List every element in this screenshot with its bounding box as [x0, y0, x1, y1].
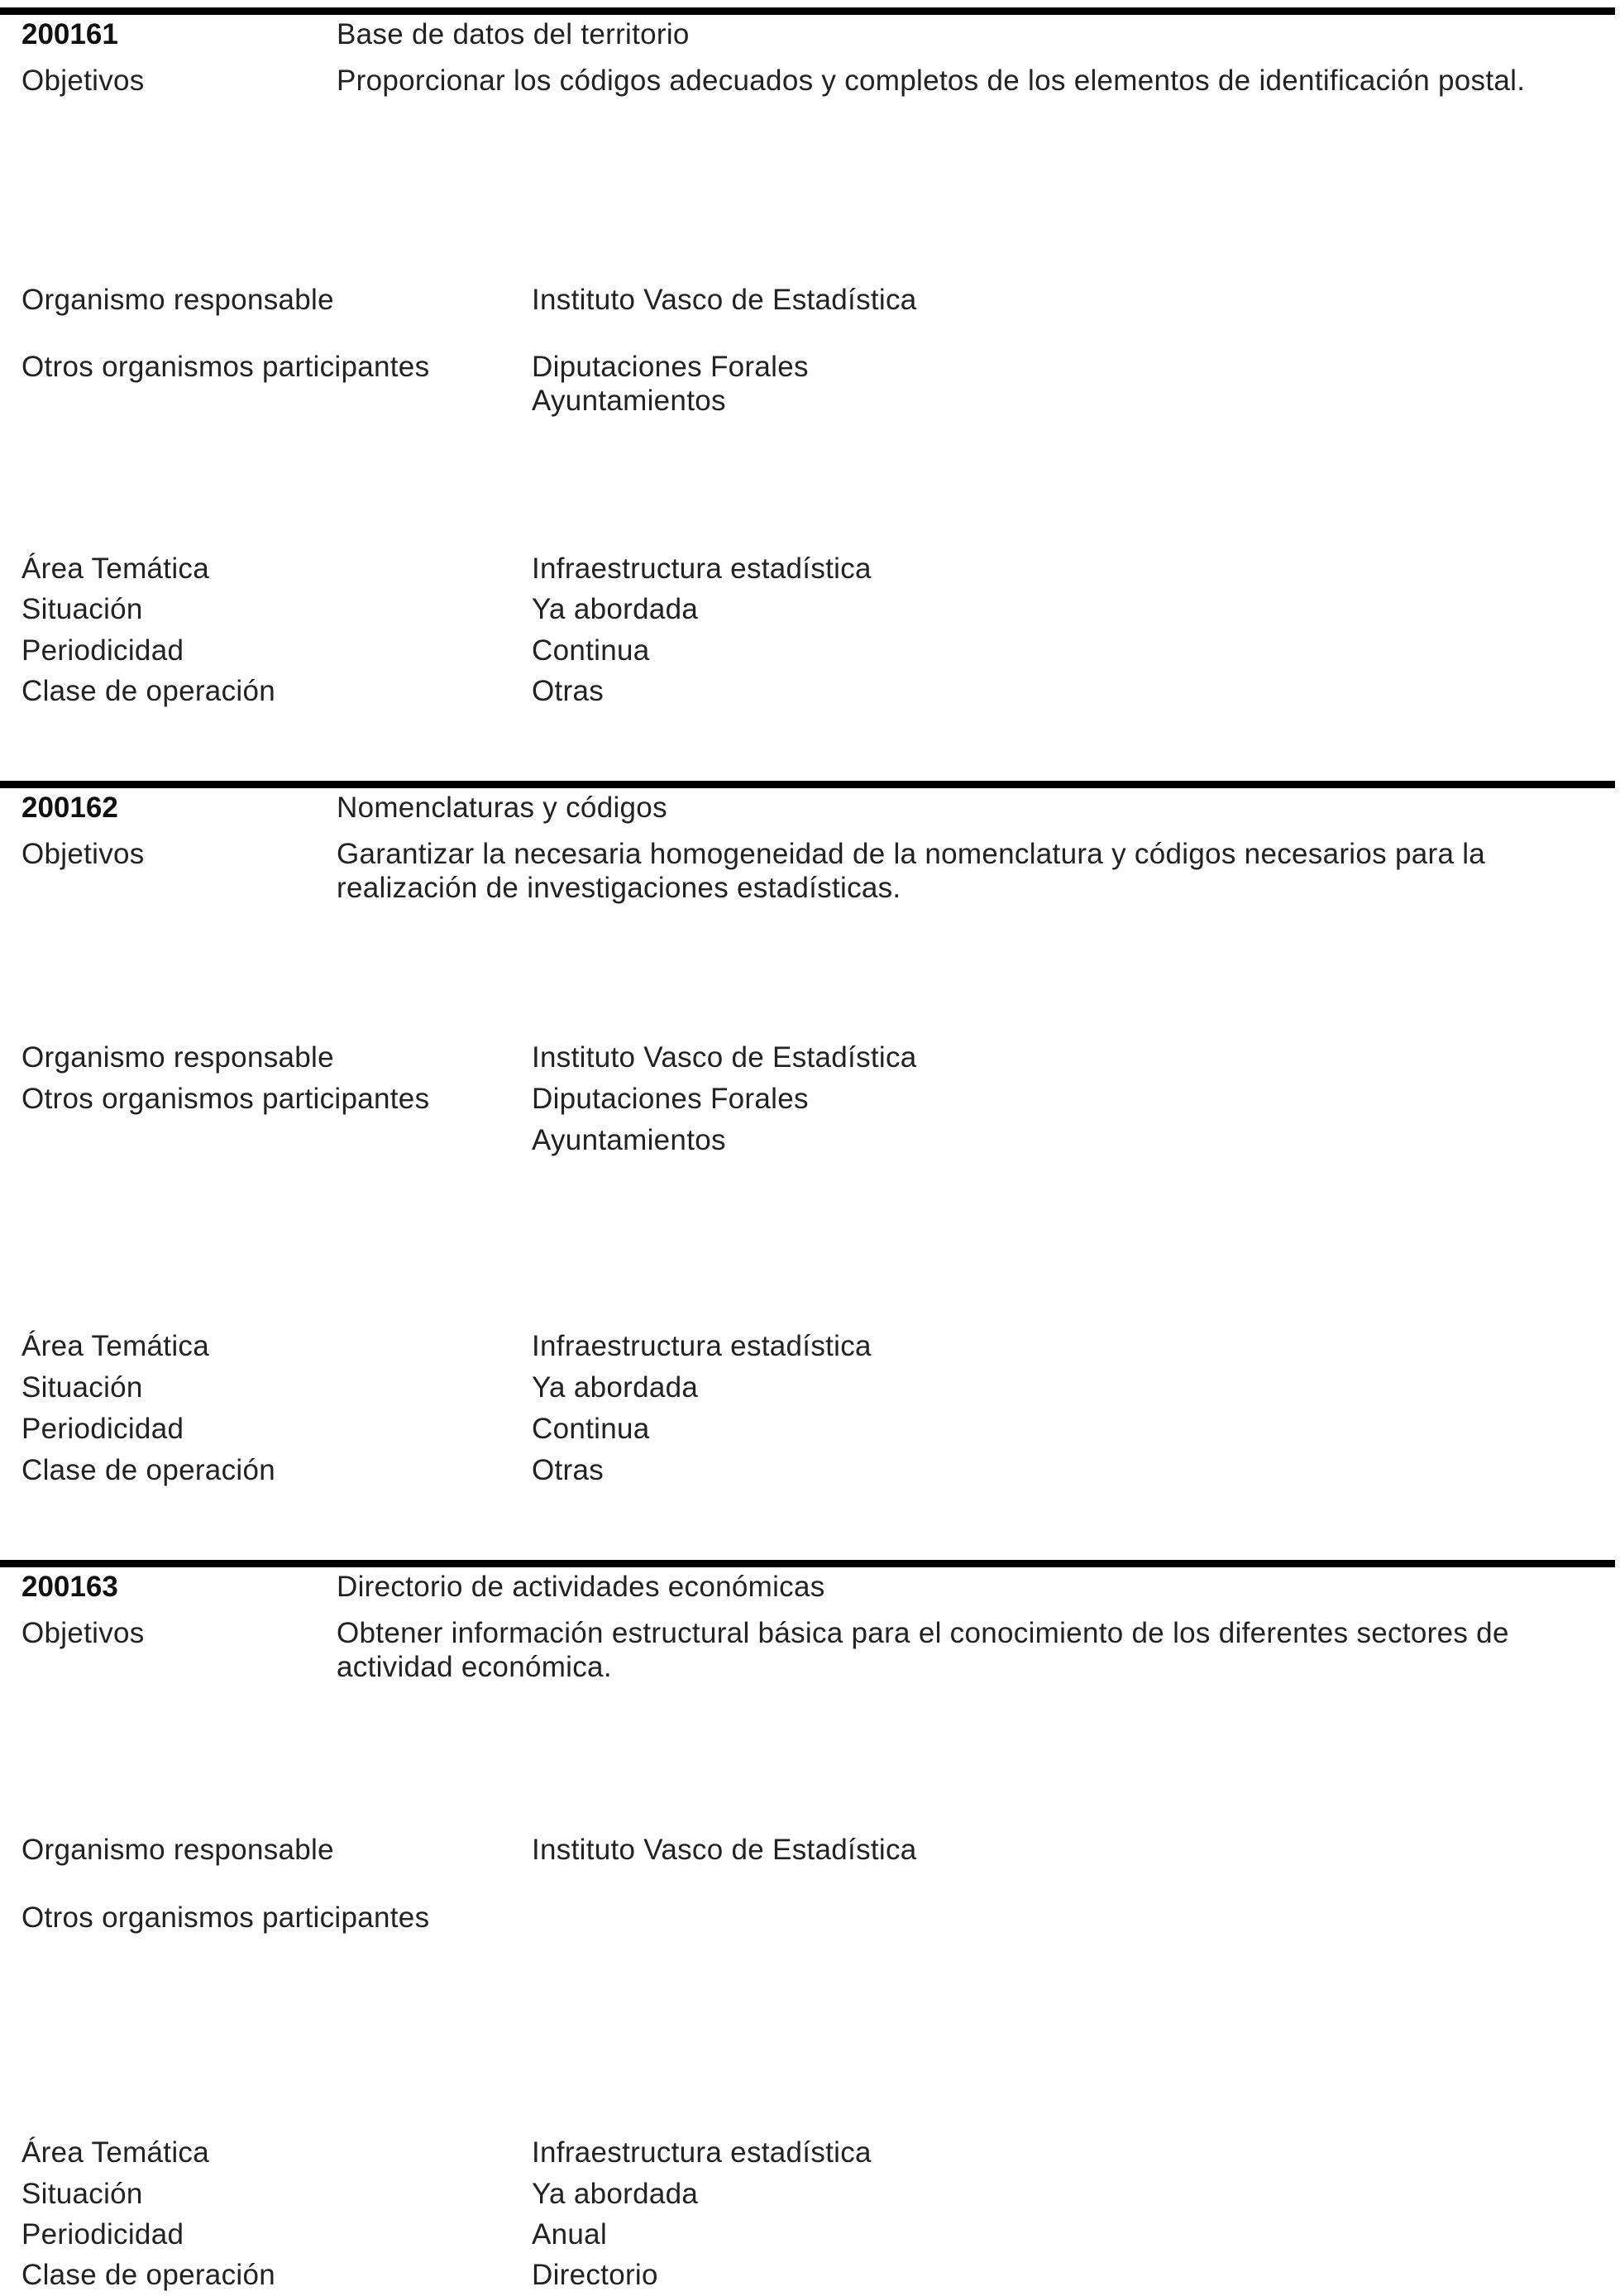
objetivos-label: Objetivos	[22, 838, 145, 870]
periodicidad-label: Periodicidad	[22, 1413, 184, 1445]
organismo-value: Instituto Vasco de Estadística	[532, 1041, 917, 1074]
objetivos-text-line: Garantizar la necesaria homogeneidad de la nomenclatura y códigos necesarios para la	[337, 838, 1486, 870]
otros-value: Diputaciones Forales	[532, 1083, 809, 1115]
periodicidad-value: Continua	[532, 634, 650, 667]
clase-label: Clase de operación	[22, 1454, 275, 1486]
otros-value: Ayuntamientos	[532, 1124, 726, 1156]
area-value: Infraestructura estadística	[532, 2136, 872, 2169]
area-label: Área Temática	[22, 552, 209, 585]
organismo-label: Organismo responsable	[22, 1041, 334, 1074]
clase-label: Clase de operación	[22, 675, 275, 707]
situacion-value: Ya abordada	[532, 1371, 699, 1404]
record-title: Base de datos del territorio	[337, 18, 690, 50]
record-code: 200162	[22, 792, 118, 824]
record-divider	[0, 1560, 1615, 1567]
record-divider	[0, 781, 1615, 788]
objetivos-text-line: realización de investigaciones estadísticas.	[337, 872, 901, 904]
objetivos-text-line: actividad económica.	[337, 1651, 612, 1683]
objetivos-label: Objetivos	[22, 1617, 145, 1649]
situacion-label: Situación	[22, 1371, 143, 1404]
objetivos-label: Objetivos	[22, 65, 145, 97]
periodicidad-value: Continua	[532, 1413, 650, 1445]
periodicidad-label: Periodicidad	[22, 634, 184, 667]
objetivos-text-line: Proporcionar los códigos adecuados y completos de los elementos de identificación postal.	[337, 65, 1526, 97]
area-label: Área Temática	[22, 2136, 209, 2169]
periodicidad-value: Anual	[532, 2218, 608, 2251]
record-divider	[0, 7, 1615, 15]
situacion-value: Ya abordada	[532, 593, 699, 625]
record-title: Nomenclaturas y códigos	[337, 792, 667, 824]
otros-label: Otros organismos participantes	[22, 1083, 430, 1115]
clase-label: Clase de operación	[22, 2259, 275, 2291]
area-value: Infraestructura estadística	[532, 552, 872, 585]
objetivos-text-line: Obtener información estructural básica para el conocimiento de los diferentes sectores de	[337, 1617, 1509, 1649]
otros-label: Otros organismos participantes	[22, 1901, 430, 1934]
area-value: Infraestructura estadística	[532, 1330, 872, 1362]
record-title: Directorio de actividades económicas	[337, 1571, 825, 1603]
clase-value: Directorio	[532, 2259, 658, 2291]
periodicidad-label: Periodicidad	[22, 2218, 184, 2251]
record-code: 200163	[22, 1571, 118, 1603]
organismo-label: Organismo responsable	[22, 284, 334, 316]
situacion-label: Situación	[22, 593, 143, 625]
situacion-value: Ya abordada	[532, 2178, 699, 2210]
clase-value: Otras	[532, 675, 605, 707]
area-label: Área Temática	[22, 1330, 209, 1362]
otros-label: Otros organismos participantes	[22, 351, 430, 383]
otros-value: Diputaciones Forales	[532, 351, 809, 383]
organismo-value: Instituto Vasco de Estadística	[532, 1834, 917, 1866]
organismo-value: Instituto Vasco de Estadística	[532, 284, 917, 316]
record-code: 200161	[22, 18, 118, 50]
otros-value: Ayuntamientos	[532, 385, 726, 417]
situacion-label: Situación	[22, 2178, 143, 2210]
clase-value: Otras	[532, 1454, 605, 1486]
organismo-label: Organismo responsable	[22, 1834, 334, 1866]
